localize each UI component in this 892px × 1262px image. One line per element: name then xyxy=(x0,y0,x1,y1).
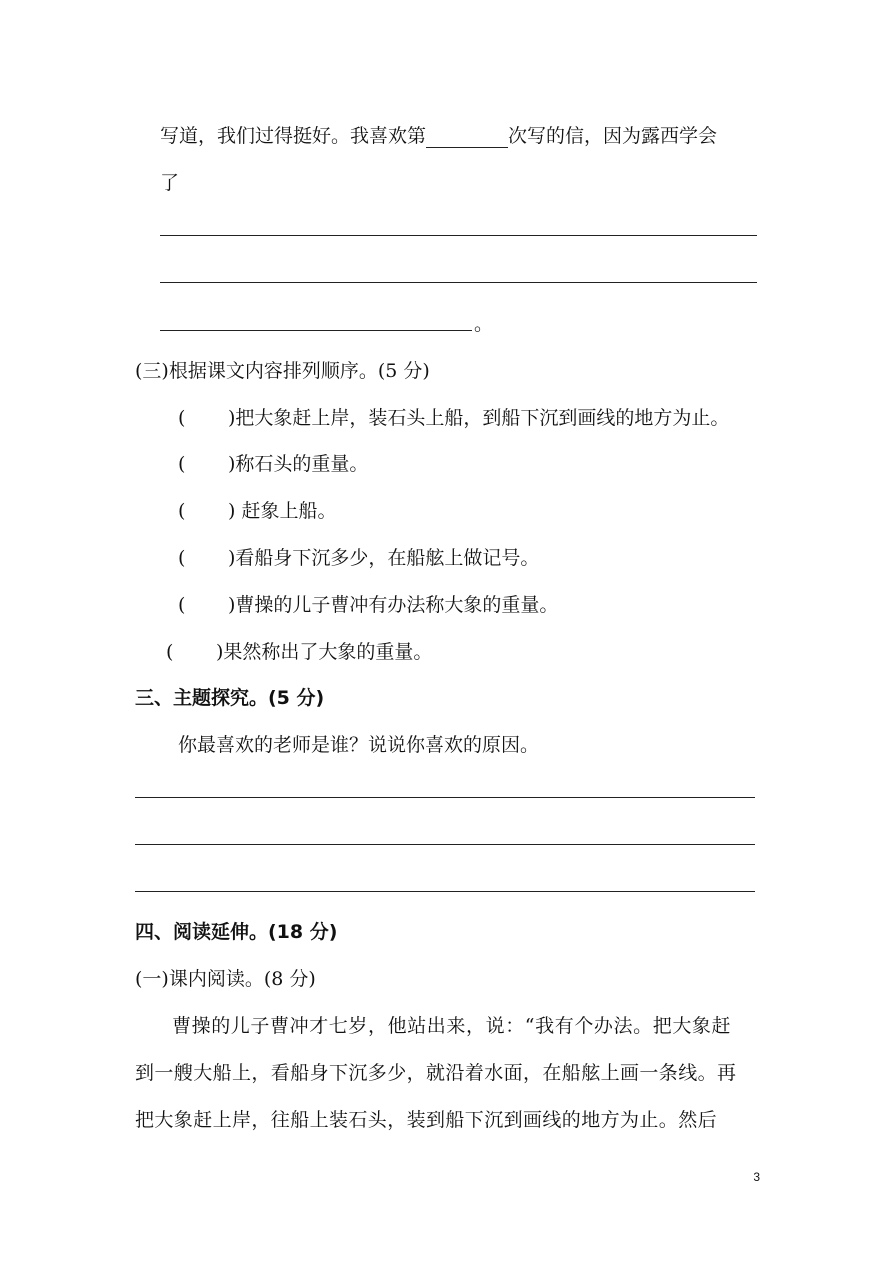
sort-answer-box[interactable]: ( xyxy=(178,407,186,429)
passage-line: 把大象赶上岸，往船上装石头，装到船下沉到画线的地方为止。然后 xyxy=(135,1109,718,1131)
sort-item-text: )称石头的重量。 xyxy=(228,453,369,475)
fill-blank-ordinal[interactable] xyxy=(426,147,508,148)
continuation-line-1 xyxy=(160,124,717,148)
continuation-text-b: 次写的信，因为露西学会 xyxy=(508,125,718,147)
sort-item xyxy=(178,546,539,570)
sort-item xyxy=(178,406,729,430)
answer-line[interactable] xyxy=(135,844,755,845)
sort-answer-box[interactable]: ( xyxy=(178,453,186,475)
section3-question: 你最喜欢的老师是谁？说说你喜欢的原因。 xyxy=(178,734,540,756)
sort-answer-box[interactable]: ( xyxy=(178,547,186,569)
answer-line[interactable] xyxy=(160,235,757,236)
section4-sub-heading: (一)课内阅读。(8 分) xyxy=(135,968,316,990)
passage-line: 曹操的儿子曹冲才七岁，他站出来，说：“我有个办法。把大象赶 xyxy=(172,1015,732,1037)
sort-answer-box[interactable]: ( xyxy=(178,500,186,522)
sort-item-text: )把大象赶上岸，装石头上船，到船下沉到画线的地方为止。 xyxy=(228,407,730,429)
continuation-line-2: 了 xyxy=(160,172,180,194)
section4-heading: 四、阅读延伸。(18 分) xyxy=(135,921,338,943)
page-number: 3 xyxy=(753,1170,760,1184)
sort-item-text: )果然称出了大象的重量。 xyxy=(216,641,433,663)
sort-item xyxy=(178,499,336,523)
answer-line[interactable] xyxy=(160,282,757,283)
sort-item-text: ) 赶象上船。 xyxy=(228,500,337,522)
sort-item xyxy=(178,593,558,617)
part3-sort-heading: (三)根据课文内容排列顺序。(5 分) xyxy=(135,360,430,382)
continuation-text-a: 写道，我们过得挺好。我喜欢第 xyxy=(160,125,427,147)
section3-heading: 三、主题探究。(5 分) xyxy=(135,687,325,709)
sort-item xyxy=(178,452,368,476)
answer-line[interactable] xyxy=(135,797,755,798)
passage-line: 到一艘大船上，看船身下沉多少，就沿着水面，在船舷上画一条线。再 xyxy=(135,1062,737,1084)
sort-answer-box[interactable]: ( xyxy=(166,641,174,663)
answer-line[interactable] xyxy=(135,891,755,892)
sort-item-text: )曹操的儿子曹冲有办法称大象的重量。 xyxy=(228,594,559,616)
sort-item-text: )看船身下沉多少，在船舷上做记号。 xyxy=(228,547,540,569)
answer-line[interactable] xyxy=(160,330,472,331)
end-mark: 。 xyxy=(474,313,494,335)
sort-item xyxy=(166,640,432,664)
sort-answer-box[interactable]: ( xyxy=(178,594,186,616)
